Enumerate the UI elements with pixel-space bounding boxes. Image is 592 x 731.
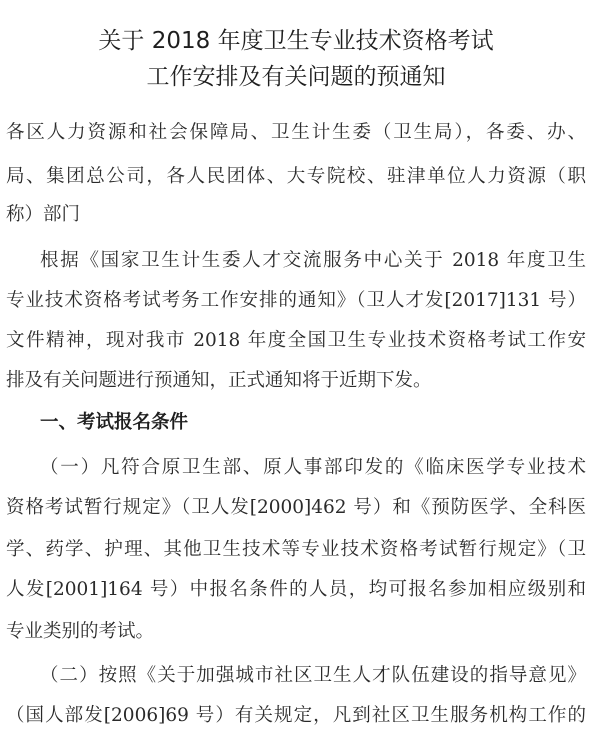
document-title-line-1: 关于 2018 年度卫生专业技术资格考试 [98,28,494,54]
item-2-line: （国人部发[2006]69 号）有关规定，凡到社区卫生服务机构工作的 [6,705,586,726]
addressee-line: 各区人力资源和社会保障局、卫生计生委（卫生局），各委、办、 [6,122,586,143]
item-1-line: （一）凡符合原卫生部、原人事部印发的《临床医学专业技术 [40,457,586,478]
item-1-line: 资格考试暂行规定》（卫人发[2000]462 号）和《预防医学、全科医 [6,497,586,518]
section-heading: 一、考试报名条件 [40,412,189,433]
intro-paragraph-line: 文件精神，现对我市 2018 年度全国卫生专业技术资格考试工作安 [6,330,586,351]
addressee-line: 称）部门 [6,204,81,225]
addressee-line: 局、集团总公司，各人民团体、大专院校、驻津单位人力资源（职 [6,166,586,187]
item-2-line: （二）按照《关于加强城市社区卫生人才队伍建设的指导意见》 [40,665,586,686]
intro-paragraph-line: 专业技术资格考试考务工作安排的通知》（卫人才发[2017]131 号） [6,290,586,311]
item-1-line: 学、药学、护理、其他卫生技术等专业技术资格考试暂行规定》（卫 [6,539,586,560]
item-1-line: 人发[2001]164 号）中报名条件的人员，均可报名参加相应级别和 [6,579,586,600]
document-title-line-2: 工作安排及有关问题的预通知 [146,64,446,90]
intro-paragraph-line: 根据《国家卫生计生委人才交流服务中心关于 2018 年度卫生 [40,250,586,271]
intro-paragraph-line: 排及有关问题进行预通知，正式通知将于近期下发。 [6,370,432,391]
item-1-line: 专业类别的考试。 [6,621,155,642]
